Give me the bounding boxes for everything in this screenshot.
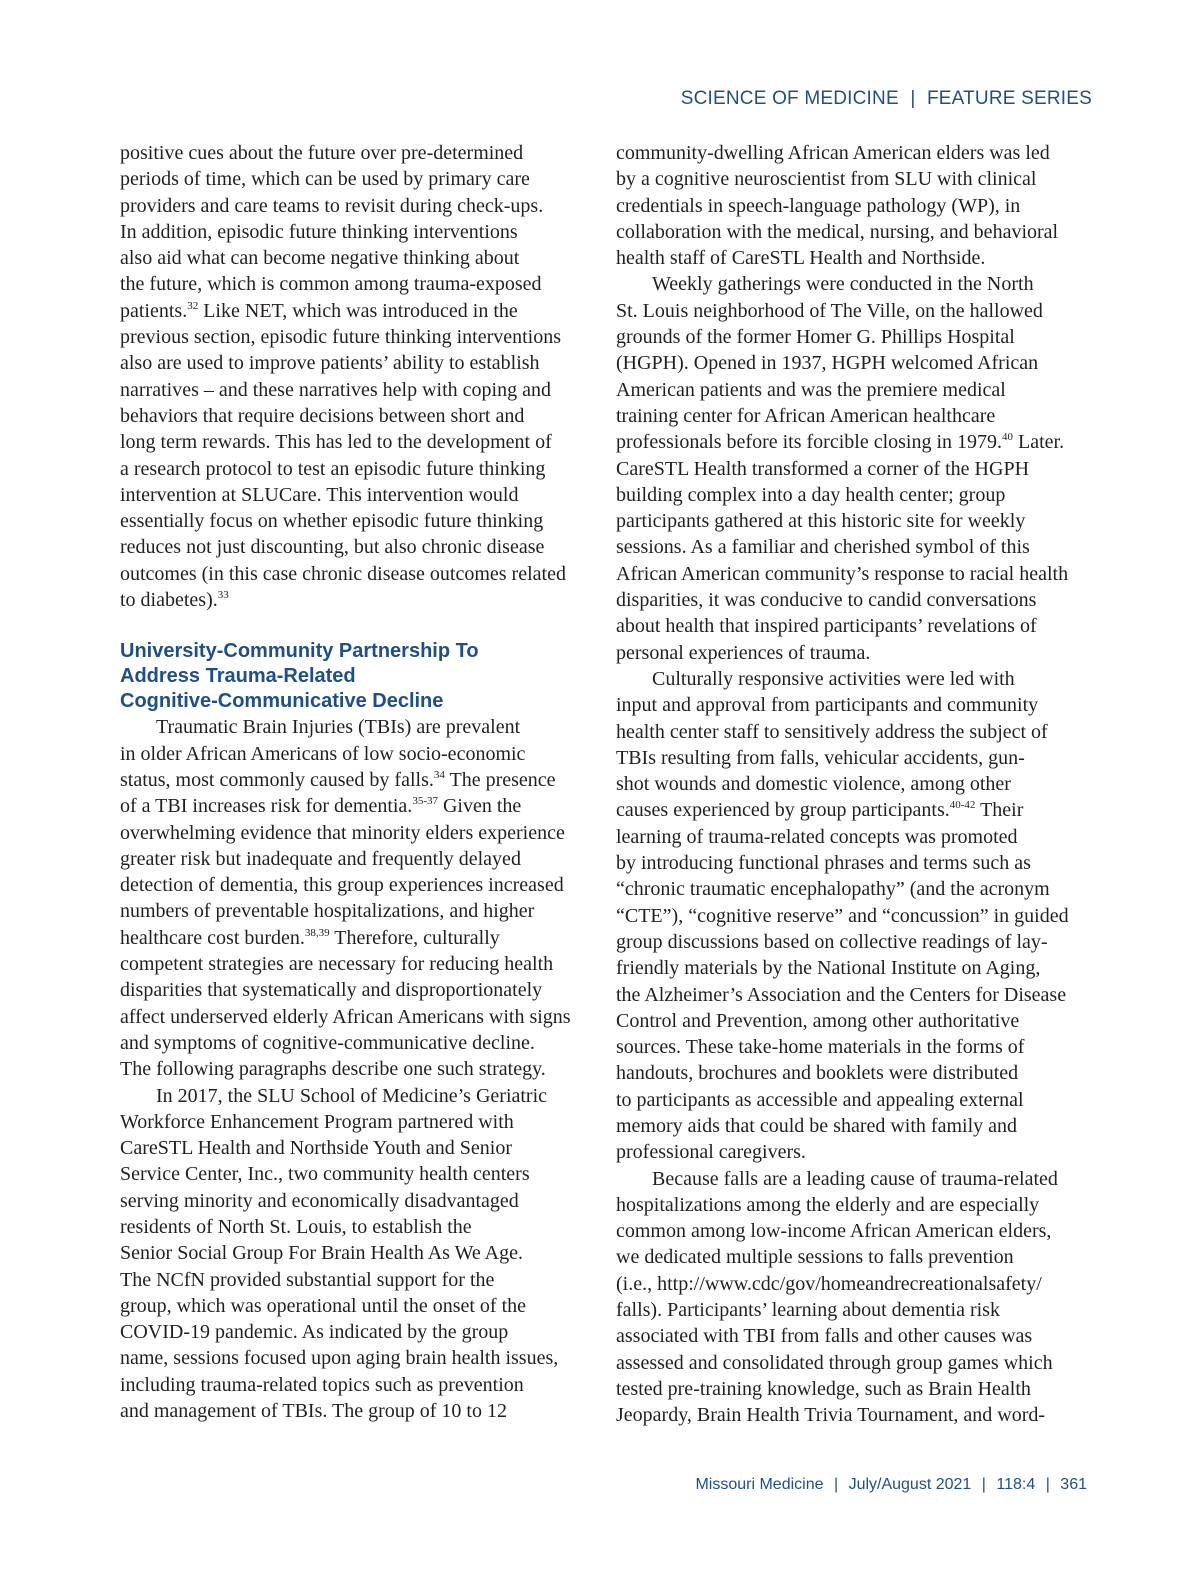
left-column (120, 140, 598, 1424)
text-line: (i.e., http://www.cdc/gov/homeandrecreationalsafety/ (616, 1272, 1042, 1295)
text-line-with-citation: causes experienced by group participants.$^{40-42}$ Their (616, 799, 1024, 822)
text-line: In 2017, the SLU School of Medicine’s Geriatric (156, 1084, 548, 1107)
text-line: positive cues about the future over pre-determined (120, 142, 524, 164)
text-line: affect underserved elderly African Americans with signs (120, 1005, 571, 1028)
text-line: professional caregivers. (616, 1141, 806, 1164)
citation-33: 33 (217, 589, 229, 602)
header-separator: | (910, 88, 916, 109)
text-line: overwhelming evidence that minority elders experience (120, 821, 565, 844)
text-line: CareSTL Health and Northside Youth and Senior (120, 1137, 512, 1160)
header-series: FEATURE SERIES (926, 88, 1092, 109)
text-line: and management of TBIs. The group of 10 to 12 (120, 1400, 507, 1423)
text-line: Senior Social Group For Brain Health As We Age. (120, 1242, 523, 1265)
text-line: the Alzheimer’s Association and the Centers for Disease (616, 983, 1067, 1006)
footer-separator: | (1045, 1476, 1050, 1493)
footer-date: July/August 2021 (848, 1476, 972, 1493)
text-line: St. Louis neighborhood of The Ville, on the hallowed (616, 299, 1043, 322)
text-line: group, which was operational until the onset of the (120, 1294, 527, 1317)
text-line: competent strategies are necessary for reducing health (120, 953, 554, 976)
text-line: building complex into a day health center; group (616, 483, 1006, 506)
text-line: to participants as accessible and appealing external (616, 1088, 1024, 1111)
section-heading (120, 639, 598, 714)
text-line: common among low-income African American elders, (616, 1220, 1052, 1243)
text-line: numbers of preventable hospitalizations, and higher (120, 900, 535, 923)
citation-34: 34 (433, 768, 445, 781)
paragraph-tbi-prevalence (120, 714, 598, 1082)
text-line: periods of time, which can be used by primary care (120, 168, 530, 191)
text-line: sources. These take-home materials in the forms of (616, 1036, 1025, 1059)
text-line: long term rewards. This has led to the development of (120, 431, 552, 454)
right-column (616, 140, 1096, 1429)
text-line: name, sessions focused upon aging brain health issues, (120, 1347, 559, 1370)
citation-32: 32 (187, 299, 199, 312)
text-line: essentially focus on whether episodic future thinking (120, 510, 544, 533)
text-line: we dedicated multiple sessions to falls prevention (616, 1246, 1014, 1269)
text-line: intervention at SLUCare. This intervention would (120, 483, 519, 506)
text-line: serving minority and economically disadvantaged (120, 1189, 519, 1212)
text-line: assessed and consolidated through group games which (616, 1351, 1053, 1374)
paragraph-elders-group (616, 140, 1096, 271)
text-line: participants gathered at this historic site for weekly (616, 510, 1026, 533)
heading-line: Cognitive-Communicative Decline (120, 690, 444, 713)
text-line: memory aids that could be shared with family and (616, 1114, 1018, 1137)
footer-separator: | (981, 1476, 986, 1493)
text-line: behaviors that require decisions between short and (120, 404, 525, 427)
text-line: Traumatic Brain Injuries (TBIs) are prevalent (156, 716, 521, 739)
footer-volume: 118:4 (996, 1476, 1036, 1493)
text-line: health center staff to sensitively address the subject of (616, 720, 1048, 743)
text-line: credentials in speech-language pathology (WP), in (616, 194, 1021, 217)
text-line: COVID-19 pandemic. As indicated by the group (120, 1321, 509, 1344)
text-line: by introducing functional phrases and terms such as (616, 852, 1031, 875)
text-line: training center for African American healthcare (616, 404, 996, 427)
text-line: narratives – and these narratives help with coping and (120, 378, 551, 401)
paragraph-falls-prevention (616, 1166, 1096, 1429)
text-line: Service Center, Inc., two community health centers (120, 1163, 530, 1186)
text-line: falls). Participants’ learning about dementia risk (616, 1299, 1000, 1322)
text-line: Weekly gatherings were conducted in the North (652, 273, 1034, 296)
text-line: outcomes (in this case chronic disease outcomes related (120, 562, 566, 585)
text-line: in older African Americans of low socio-economic (120, 742, 526, 765)
text-line: grounds of the former Homer G. Phillips Hospital (616, 326, 1015, 349)
text-line: The following paragraphs describe one such strategy. (120, 1058, 546, 1081)
text-line: hospitalizations among the elderly and are especially (616, 1193, 1040, 1216)
paragraph-episodic-future-thinking (120, 140, 598, 613)
text-line: Culturally responsive activities were led with (652, 667, 1015, 690)
text-line: personal experiences of trauma. (616, 641, 871, 664)
text-line-with-citation: of a TBI increases risk for dementia.$^{35-37}$ Given the (120, 795, 522, 818)
text-line: a research protocol to test an episodic future thinking (120, 457, 546, 480)
text-line: also are used to improve patients’ ability to establish (120, 352, 540, 375)
text-line: In addition, episodic future thinking interventions (120, 220, 518, 243)
text-line: sessions. As a familiar and cherished symbol of this (616, 536, 1030, 559)
text-line: Workforce Enhancement Program partnered with (120, 1110, 514, 1133)
paragraph-slu-program (120, 1083, 598, 1425)
text-line: Jeopardy, Brain Health Trivia Tournament, and word- (616, 1404, 1046, 1427)
text-line: also aid what can become negative thinking about (120, 247, 520, 270)
running-header (681, 88, 1092, 110)
text-line-with-citation: patients.$^{32}$ Like NET, which was introduced in the (120, 299, 518, 322)
footer-journal: Missouri Medicine (695, 1476, 824, 1493)
citation-40-42: 40-42 (949, 799, 976, 812)
citation-35-37: 35-37 (412, 795, 438, 808)
text-line: health staff of CareSTL Health and Northside. (616, 247, 986, 270)
page-footer (695, 1476, 1087, 1494)
paragraph-weekly-gatherings (616, 271, 1096, 665)
citation-38-39: 38,39 (304, 926, 330, 939)
text-line: and symptoms of cognitive-communicative decline. (120, 1031, 535, 1054)
text-line: American patients and was the premiere medical (616, 378, 1006, 401)
text-line-with-citation: professionals before its forcible closing in 1979.40 Later. (616, 431, 1065, 454)
text-line: African American community’s response to racial health (616, 562, 1069, 585)
text-line: greater risk but inadequate and frequently delayed (120, 847, 521, 870)
text-line: group discussions based on collective readings of lay- (616, 930, 1048, 953)
citation-40: 40 (1002, 431, 1014, 444)
text-line: “chronic traumatic encephalopathy” (and the acronym (616, 878, 1050, 901)
text-line: learning of trauma-related concepts was promoted (616, 825, 1018, 848)
text-line: shot wounds and domestic violence, among other (616, 773, 1011, 796)
text-line: detection of dementia, this group experiences increased (120, 874, 564, 897)
text-line: The NCfN provided substantial support for the (120, 1268, 495, 1291)
text-line: associated with TBI from falls and other causes was (616, 1325, 1033, 1348)
text-line: by a cognitive neuroscientist from SLU with clinical (616, 168, 1037, 191)
page-number: 361 (1060, 1476, 1087, 1493)
text-line: (HGPH). Opened in 1937, HGPH welcomed African (616, 352, 1039, 375)
text-line: residents of North St. Louis, to establish the (120, 1215, 472, 1238)
text-line: input and approval from participants and community (616, 694, 1039, 717)
text-line: tested pre-training knowledge, such as Brain Health (616, 1377, 1031, 1400)
text-line: disparities that systematically and disproportionately (120, 979, 543, 1002)
text-line-with-citation: healthcare cost burden.$^{38,39}$ Therefore, culturally (120, 926, 500, 949)
heading-line: University-Community Partnership To (120, 640, 479, 663)
text-line: including trauma-related topics such as prevention (120, 1373, 524, 1396)
text-line: collaboration with the medical, nursing, and behavioral (616, 220, 1059, 243)
text-line: about health that inspired participants’ revelations of (616, 615, 1037, 638)
text-line-with-citation: status, most commonly caused by falls.$^{34}$ The presence (120, 768, 556, 791)
text-line: the future, which is common among trauma-exposed (120, 273, 542, 296)
heading-line: Address Trauma-Related (120, 665, 356, 688)
header-section: SCIENCE OF MEDICINE (680, 88, 899, 109)
paragraph-culturally-responsive (616, 666, 1096, 1166)
text-line-with-citation: to diabetes).$^{33}$ (120, 589, 229, 612)
text-line: friendly materials by the National Institute on Aging, (616, 957, 1041, 980)
text-line: reduces not just discounting, but also chronic disease (120, 536, 545, 559)
text-line: CareSTL Health transformed a corner of the HGPH (616, 457, 1030, 480)
text-line: handouts, brochures and booklets were distributed (616, 1062, 1019, 1085)
footer-separator: | (833, 1476, 839, 1493)
text-line: disparities, it was conducive to candid conversations (616, 589, 1037, 612)
text-line: previous section, episodic future thinking interventions (120, 326, 562, 349)
text-line: community-dwelling African American elders was led (616, 142, 1050, 164)
text-line: providers and care teams to revisit during check-ups. (120, 194, 544, 217)
text-line: “CTE”), “cognitive reserve” and “concussion” in guided (616, 904, 1069, 927)
text-line: Control and Prevention, among other authoritative (616, 1009, 1020, 1032)
text-line: Because falls are a leading cause of trauma-related (652, 1167, 1058, 1190)
text-line: TBIs resulting from falls, vehicular accidents, gun- (616, 746, 1025, 769)
